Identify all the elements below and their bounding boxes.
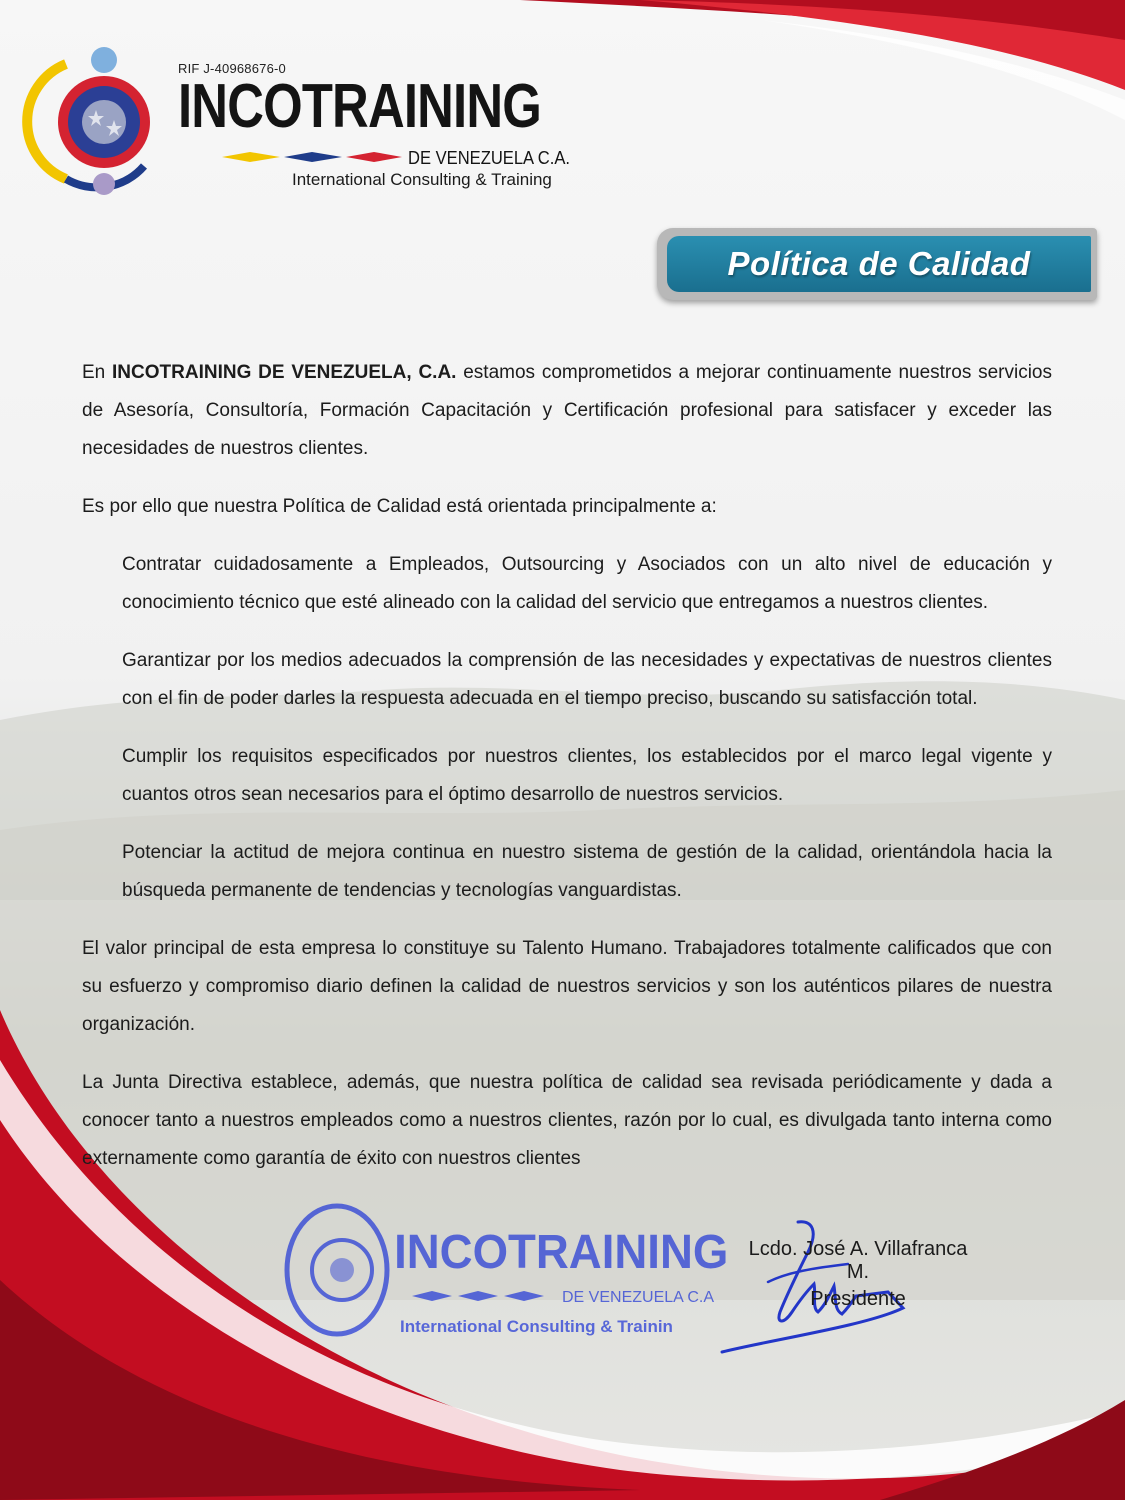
company-stamp-icon: [282, 1188, 729, 1348]
svg-text:International Consulting & Tra: International Consulting & Trainin: [400, 1317, 673, 1336]
page-title: Política de Calidad: [727, 245, 1031, 282]
brand-tagline: International Consulting & Training: [292, 170, 552, 189]
policy-item: Cumplir los requisitos especificados por nuestros clientes, los establecidos por el marco legal vigente y cuantos otros sean necesarios para el óptimo desarrollo de nuestros servicios.: [122, 746, 1052, 805]
brand-name: INCOTRAINING: [178, 72, 541, 141]
rif-number: RIF J-40968676-0: [178, 61, 286, 76]
signatory-name: Lcdo. José A. Villafranca M.: [748, 1238, 968, 1283]
title-banner: [657, 228, 1097, 300]
signatory-role: Presidente: [810, 1288, 906, 1310]
flag-colors-decoration: [222, 150, 402, 164]
orientation-paragraph: Es por ello que nuestra Política de Calidad está orientada principalmente a:: [82, 496, 717, 517]
intro-paragraph: En INCOTRAINING DE VENEZUELA, C.A. estamos comprometidos a mejorar continuamente nuestros servicios de Asesoría, Consultoría, Formación Capacitación y Certificación profesional para satisfacer y exceder las necesidades de nuestros clientes.: [82, 362, 1053, 459]
company-name: INCOTRAINING DE VENEZUELA, C.A.: [112, 362, 457, 383]
policy-item: Contratar cuidadosamente a Empleados, Outsourcing y Asociados con un alto nivel de educación y conocimiento técnico que esté alineado con la calidad del servicio que entregamos a nuestros clientes.: [122, 554, 1052, 613]
policy-item: Potenciar la actitud de mejora continua en nuestro sistema de gestión de la calidad, orientándola hacia la búsqueda permanente de tendencias y tecnologías vanguardistas.: [122, 842, 1052, 901]
policy-item: Garantizar por los medios adecuados la comprensión de las necesidades y expectativas de nuestros clientes con el fin de poder darles la respuesta adecuada en el tiempo preciso, buscando su satisfacción total.: [122, 650, 1052, 709]
svg-text:INCOTRAINING: INCOTRAINING: [394, 1224, 729, 1279]
incotraining-logo-icon: [26, 44, 176, 194]
svg-text:DE VENEZUELA C.A: DE VENEZUELA C.A: [562, 1289, 715, 1306]
signatory: [738, 1238, 978, 1311]
policy-body: [82, 354, 1052, 1198]
brand-suffix: DE VENEZUELA C.A.: [408, 148, 570, 168]
board-paragraph: La Junta Directiva establece, además, que nuestra política de calidad sea revisada periódicamente y dada a conocer tanto a nuestros empleados como a nuestros clientes, razón por lo cual, es divulgada tanto interna como externamente como garantía de éxito con nuestros clientes: [82, 1072, 1052, 1169]
talent-paragraph: El valor principal de esta empresa lo constituye su Talento Humano. Trabajadores totalmente calificados que con su esfuerzo y compromiso diario definen la calidad de nuestros servicios y son los auténticos pilares de nuestra organización.: [82, 938, 1052, 1035]
